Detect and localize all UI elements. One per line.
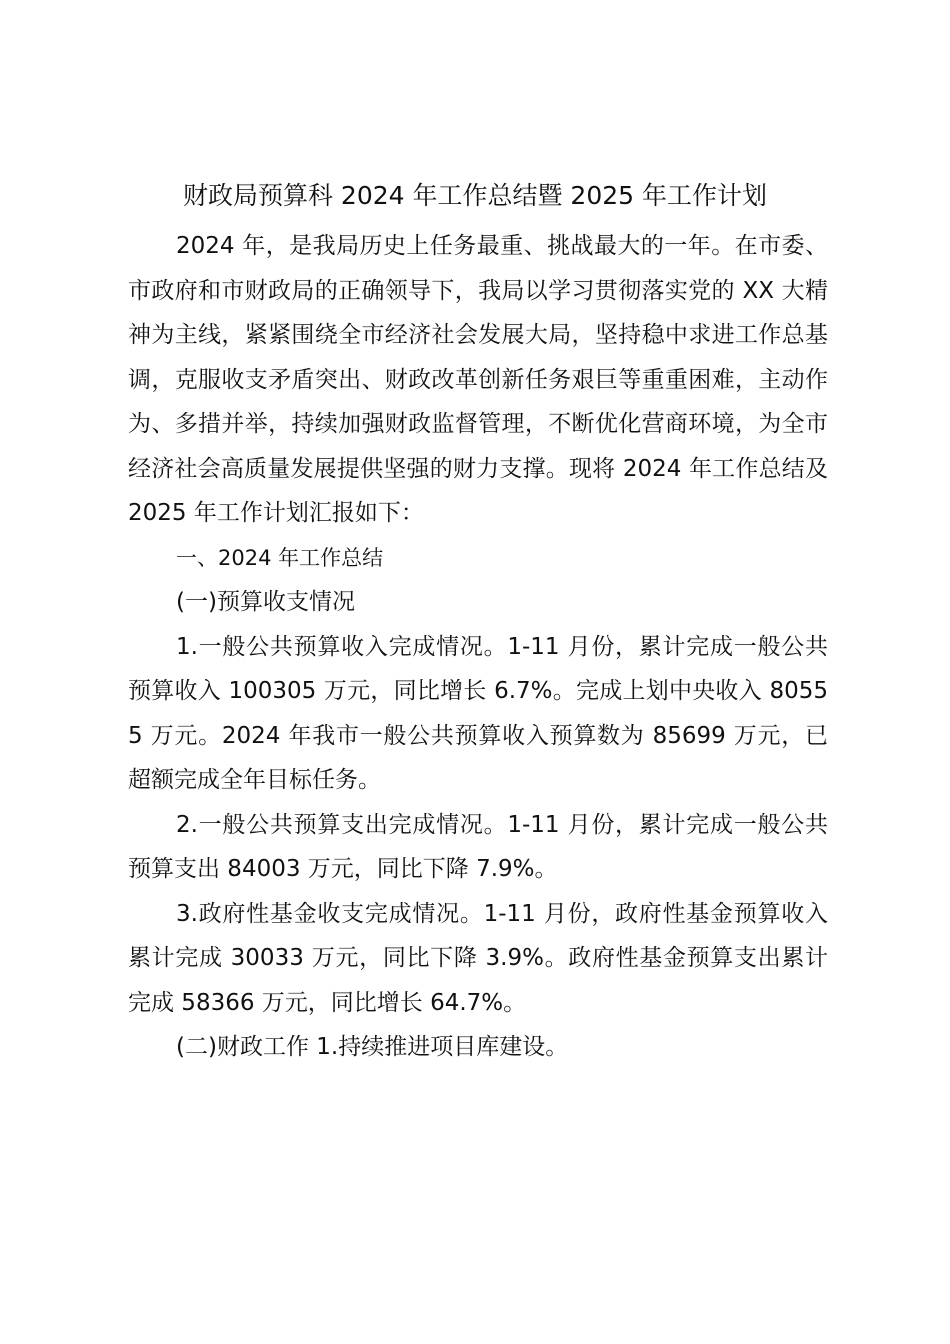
subsection-heading-finance-work: (二)财政工作 1.持续推进项目库建设。 <box>176 1034 569 1060</box>
document-body <box>128 224 828 1070</box>
paragraph-fund-budget: 3.政府性基金收支完成情况。1-11 月份，政府性基金预算收入累计完成 30033 万元，同比下降 3.9%。政府性基金预算支出累计完成 58366 万元，同比增长 64.7%。 <box>128 900 828 1016</box>
subsection-heading-budget: (一)预算收支情况 <box>176 589 355 615</box>
section-heading-summary: 一、2024 年工作总结 <box>176 545 384 570</box>
intro-paragraph: 2024 年，是我局历史上任务最重、挑战最大的一年。在市委、市政府和市财政局的正确领导下，我局以学习贯彻落实党的 XX 大精神为主线，紧紧围绕全市经济社会发展大局，坚持稳中求进工作总基调，克服收支矛盾突出、财政改革创新任务艰巨等重重困难，主动作为、多措并举，持续加强财政监督管理，不断优化营商环境，为全市经济社会高质量发展提供坚强的财力支撑。现将 2024 年工作总结及 2025 年工作计划汇报如下： <box>128 233 828 526</box>
document-title: 财政局预算科 2024 年工作总结暨 2025 年工作计划 <box>182 181 768 210</box>
paragraph-general-revenue: 1.一般公共预算收入完成情况。1-11 月份，累计完成一般公共预算收入 100305 万元，同比增长 6.7%。完成上划中央收入 80555 万元。2024 年我市一般公共预算收入预算数为 85699 万元，已超额完成全年目标任务。 <box>128 633 828 793</box>
paragraph-general-expenditure: 2.一般公共预算支出完成情况。1-11 月份，累计完成一般公共预算支出 84003 万元，同比下降 7.9%。 <box>128 811 828 882</box>
